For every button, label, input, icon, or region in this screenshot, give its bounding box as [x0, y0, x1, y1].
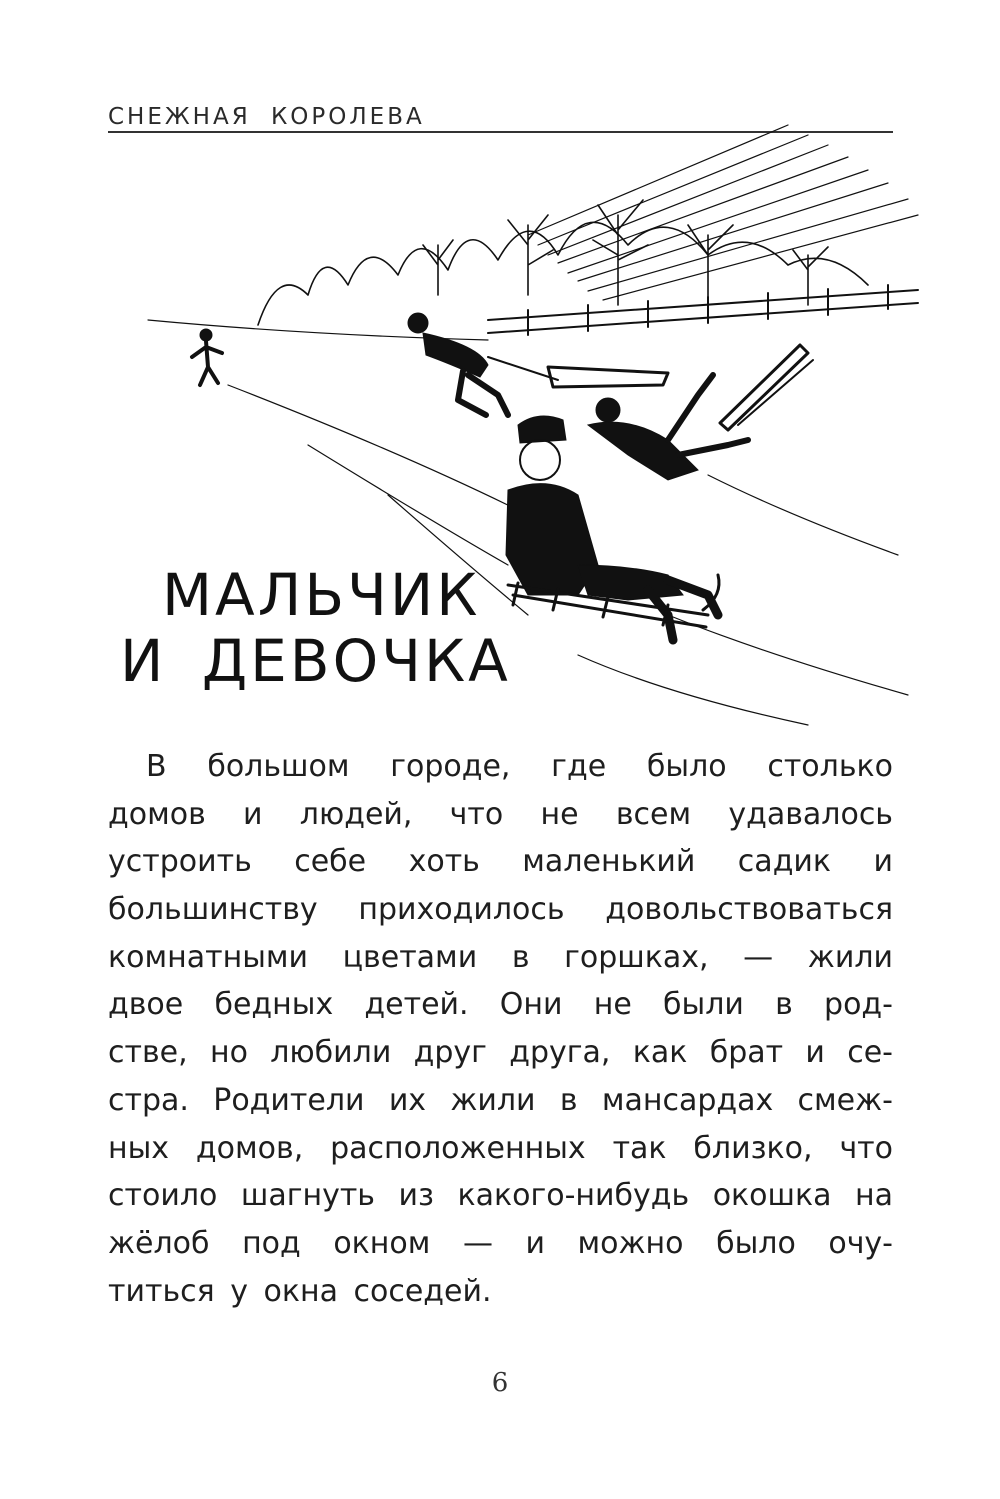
text-line: двое бедных детей. Они не были в род- [108, 987, 893, 1023]
text-line: стоило шагнуть из какого-нибудь окошка на [108, 1178, 893, 1214]
chapter-title-line-1: МАЛЬЧИК [162, 561, 481, 629]
fence [488, 285, 918, 335]
distant-child-figure [192, 329, 222, 385]
text-line: титься у окна соседей. [108, 1273, 492, 1309]
body-paragraph [108, 743, 893, 1315]
text-line: устроить себе хоть маленький садик и [108, 844, 893, 880]
text-line: стве, но любили друг друга, как брат и се- [108, 1035, 893, 1071]
text-line: большинству приходилось довольствоваться [108, 892, 893, 928]
child-on-sled [506, 416, 719, 640]
text-line: ных домов, расположенных так близко, что [108, 1130, 893, 1166]
chapter-title-line-2: И ДЕВОЧКА [120, 627, 511, 695]
text-line: жёлоб под окном — и можно было очу- [108, 1225, 893, 1261]
text-line: В большом городе, где было столько [146, 749, 893, 784]
text-line: домов и людей, что не всем удавалось [108, 796, 893, 832]
running-head: СНЕЖНАЯ КОРОЛЕВА [108, 104, 425, 130]
sky-streaks [528, 125, 918, 300]
text-line: стра. Родители их жили в мансардах смеж- [108, 1082, 893, 1118]
page-number: 6 [491, 1368, 509, 1398]
child-fallen-sledding [588, 345, 813, 480]
chapter-title [120, 562, 511, 694]
child-pulling-sled [408, 313, 668, 415]
text-line: комнатными цветами в горшках, — жили [108, 939, 893, 975]
